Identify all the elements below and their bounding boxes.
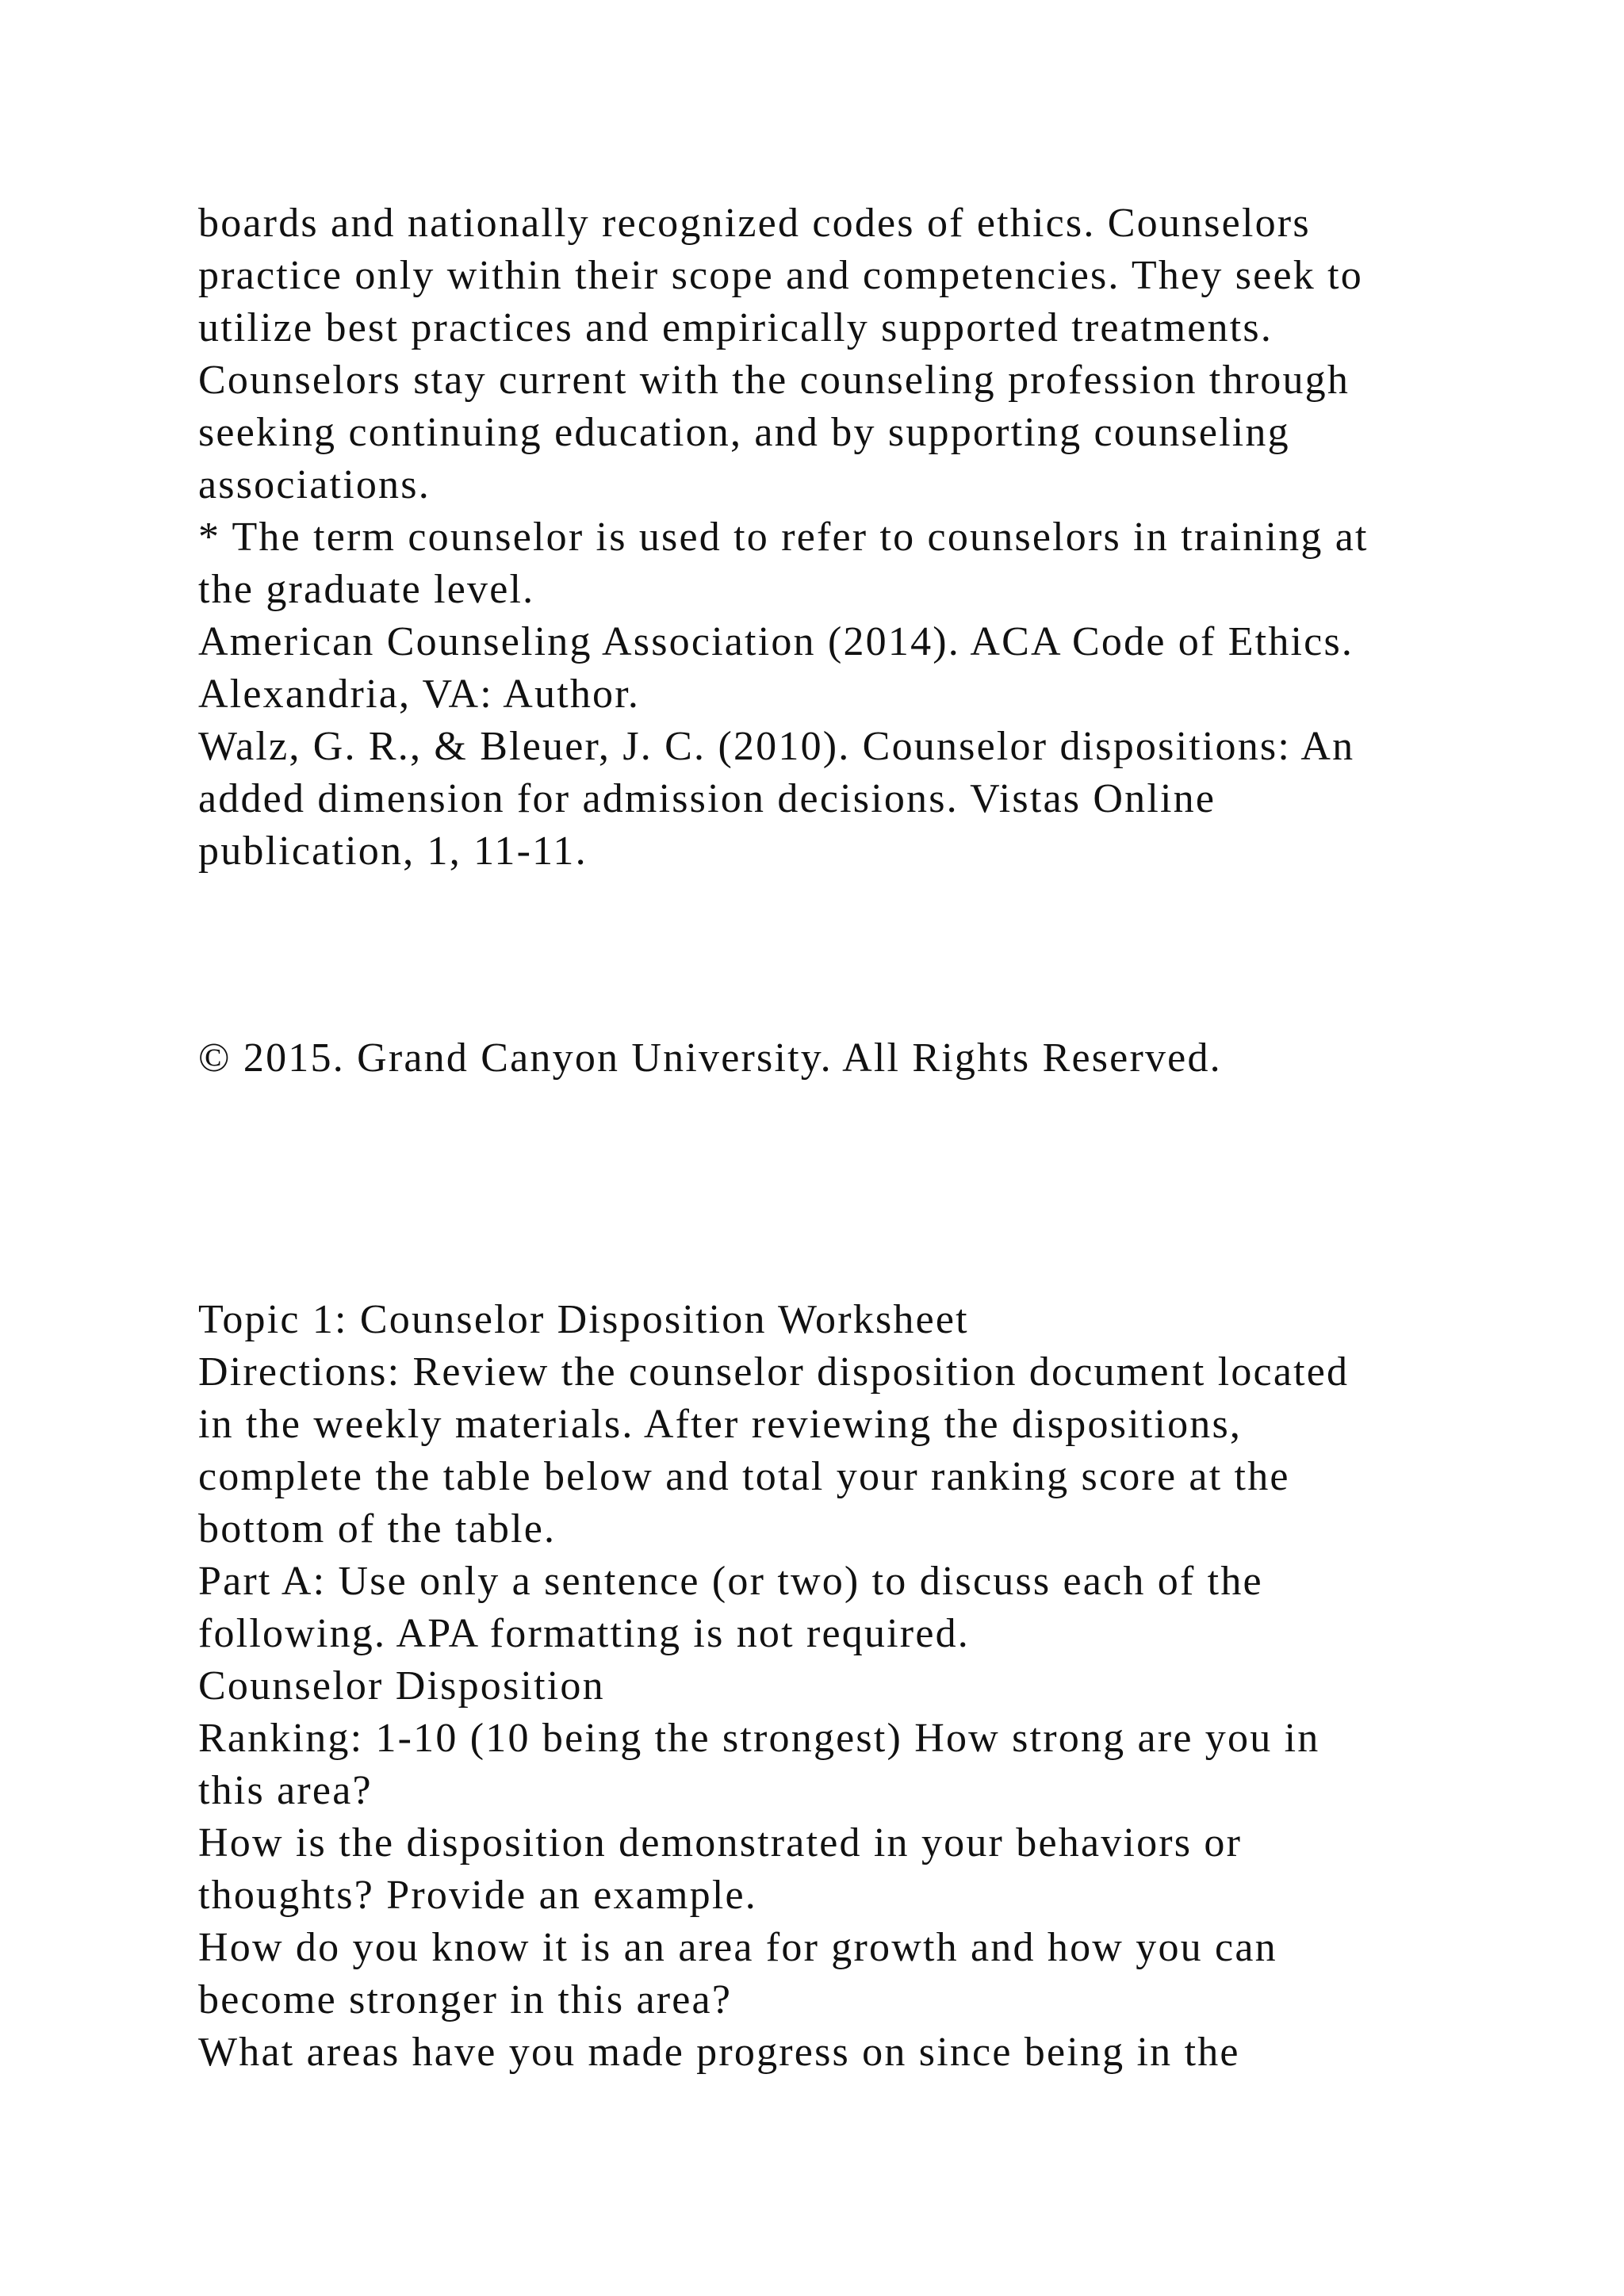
- worksheet-title: Topic 1: Counselor Disposition Worksheet: [198, 1297, 969, 1342]
- copyright-block: [198, 1032, 1499, 1085]
- ethics-paragraph-block: [198, 197, 1499, 878]
- table-heading: Ranking: 1-10 (10 being the strongest) How strong are you in: [198, 1716, 1320, 1761]
- reference-line: Walz, G. R., & Bleuer, J. C. (2010). Counselor dispositions: An: [198, 724, 1355, 769]
- body-line: boards and nationally recognized codes of ethics. Counselors: [198, 201, 1311, 246]
- copyright-notice: © 2015. Grand Canyon University. All Rights Reserved.: [198, 1035, 1222, 1081]
- table-heading: become stronger in this area?: [198, 1977, 733, 2022]
- worksheet-block: [198, 1294, 1499, 2079]
- part-a-line: following. APA formatting is not required.: [198, 1611, 970, 1656]
- part-a-line: Part A: Use only a sentence (or two) to discuss each of the: [198, 1559, 1263, 1604]
- body-line: practice only within their scope and competencies. They seek to: [198, 253, 1363, 298]
- table-heading: What areas have you made progress on since being in the: [198, 2030, 1240, 2075]
- body-line: Counselors stay current with the counseling profession through: [198, 358, 1350, 403]
- directions-line: in the weekly materials. After reviewing the dispositions,: [198, 1402, 1243, 1447]
- directions-line: bottom of the table.: [198, 1506, 557, 1552]
- directions-line: Directions: Review the counselor disposition document located: [198, 1349, 1350, 1395]
- body-line: associations.: [198, 462, 431, 507]
- body-line: utilize best practices and empirically supported treatments.: [198, 305, 1274, 350]
- table-heading: Counselor Disposition: [198, 1663, 605, 1709]
- body-line: seeking continuing education, and by supporting counseling: [198, 410, 1290, 455]
- reference-line: Alexandria, VA: Author.: [198, 672, 641, 717]
- directions-line: complete the table below and total your ranking score at the: [198, 1454, 1290, 1499]
- table-heading: this area?: [198, 1768, 373, 1813]
- table-heading: thoughts? Provide an example.: [198, 1873, 757, 1918]
- footnote-line: the graduate level.: [198, 567, 535, 612]
- table-heading: How is the disposition demonstrated in your behaviors or: [198, 1820, 1243, 1866]
- reference-line: added dimension for admission decisions. Vistas Online: [198, 776, 1216, 821]
- reference-line: publication, 1, 11-11.: [198, 828, 588, 874]
- table-heading: How do you know it is an area for growth and how you can: [198, 1925, 1277, 1970]
- footnote-line: * The term counselor is used to refer to counselors in training at: [198, 515, 1369, 560]
- reference-line: American Counseling Association (2014). ACA Code of Ethics.: [198, 619, 1354, 664]
